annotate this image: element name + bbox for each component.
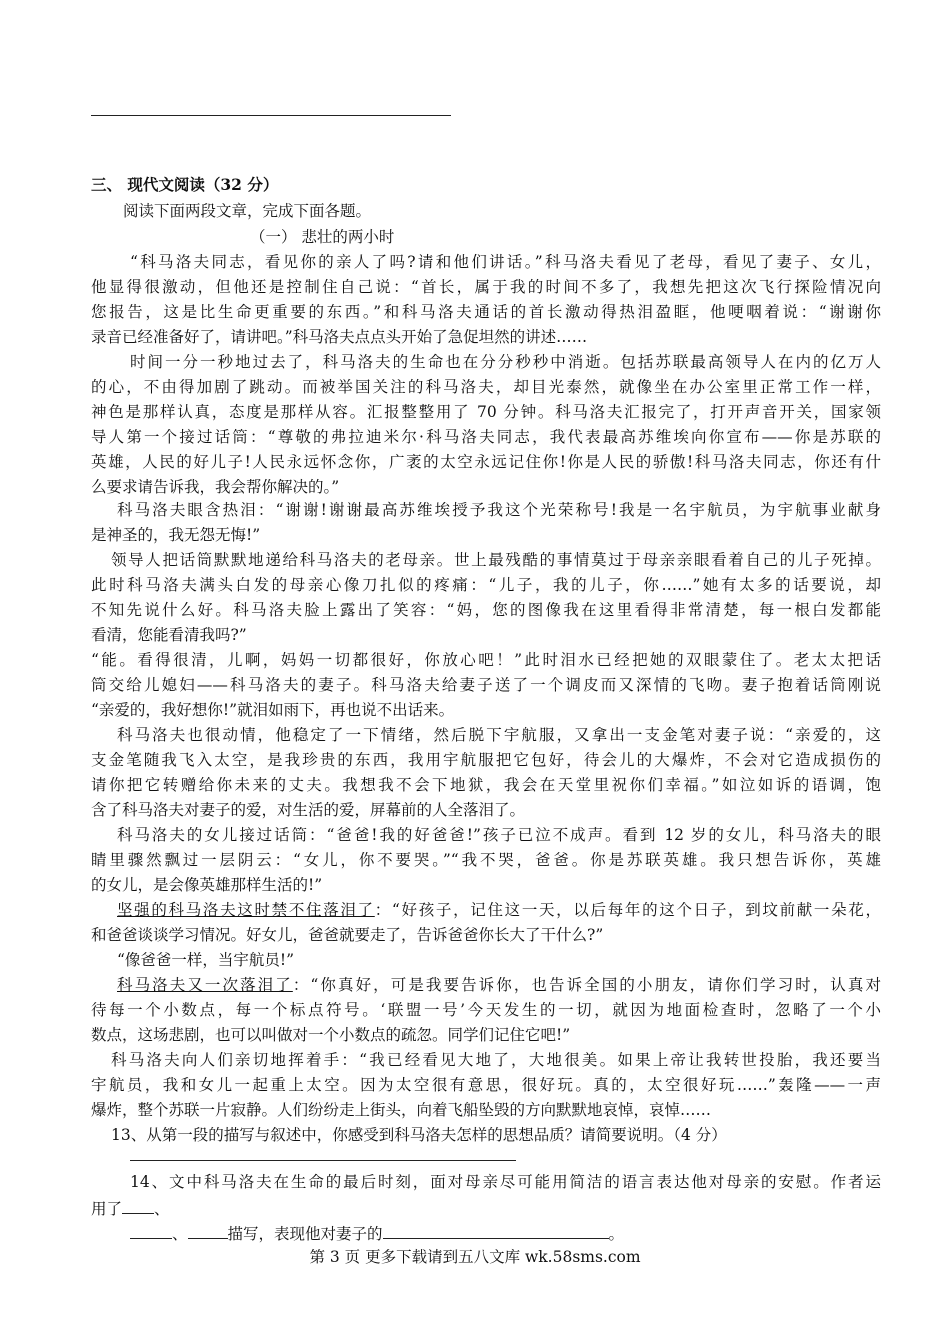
answer-blank[interactable] <box>188 1222 228 1239</box>
text-line: 您报告，这是比生命更重要的东西。”和科马洛夫通话的首长激动得热泪盈眶，他哽咽着说：“谢谢你 <box>91 303 881 321</box>
text-span: 、 <box>172 1225 188 1243</box>
text-line: 录音已经准备好了，请讲吧。”科马洛夫点点头开始了急促坦然的讲述…… <box>91 328 588 346</box>
text-line: 他显得很激动，但他还是控制住自己说：“首长，属于我的时间不多了，我想先把这次飞行探险情况向 <box>91 278 881 296</box>
text-line: 宇航员，我和女儿一起重上太空。因为太空很有意思，很好玩。真的，太空很好玩……”轰隆——一声 <box>91 1076 881 1094</box>
text-line: 爆炸，整个苏联一片寂静。人们纷纷走上街头，向着飞船坠毁的方向默默地哀悼，哀悼…… <box>91 1101 712 1119</box>
text-line: 待每一个小数点，每一个标点符号。‘联盟一号’今天发生的一切，就因为地面检查时，忽略了一个小 <box>91 1001 881 1019</box>
text-line: 神色是那样认真，态度是那样从容。汇报整整用了 70 分钟。科马洛夫汇报完了，打开声音开关，国家领 <box>91 403 881 421</box>
section-heading: 三、 现代文阅读（32 分） <box>91 175 279 194</box>
text-line: 的心，不由得加剧了跳动。而被举国关注的科马洛夫，却目光泰然，就像坐在办公室里正常工作一样， <box>91 378 881 396</box>
question-13: 13、从第一段的描写与叙述中，你感受到科马洛夫怎样的思想品质？请简要说明。（4 分） <box>111 1126 727 1144</box>
text-span: ：“好孩子，记住这一天，以后每年的这个日子，到坟前献一朵花， <box>374 901 881 919</box>
text-line: 么要求请告诉我，我会帮你解决的。” <box>91 478 340 496</box>
top-answer-line <box>91 115 451 116</box>
text-line <box>130 1222 881 1244</box>
text-line: “像爸爸一样，当宇航员!” <box>117 951 295 969</box>
text-line: 时间一分一秒地过去了，科马洛夫的生命也在分分秒秒中消逝。包括苏联最高领导人在内的亿万人 <box>130 353 881 371</box>
page-footer: 第 3 页 更多下载请到五八文库 wk.58sms.com <box>309 1248 641 1266</box>
text-line: 是神圣的，我无怨无悔!” <box>91 526 261 544</box>
text-line <box>117 900 881 920</box>
underlined-phrase: 坚强的科马洛夫这时禁不住落泪了 <box>117 901 375 919</box>
text-line: 睛里骤然飘过一层阴云：“女儿，你不要哭。”“我不哭，爸爸。你是苏联英雄。我只想告诉你，英雄 <box>91 851 881 869</box>
text-line <box>91 1197 881 1219</box>
text-line: “能。看得很清，儿啊，妈妈一切都很好，你放心吧！”此时泪水已经把她的双眼蒙住了。老太太把话 <box>91 651 881 669</box>
text-line: “科马洛夫同志，看见你的亲人了吗?请和他们讲话。”科马洛夫看见了老母，看见了妻子、女儿， <box>130 253 881 271</box>
text-span: ：“你真好，可是我要告诉你，也告诉全国的小朋友，请你们学习时，认真对 <box>292 976 881 994</box>
text-line: 看清，您能看清我吗?” <box>91 626 247 644</box>
text-line: 数点，这场悲剧，也可以叫做对一个小数点的疏忽。同学们记住它吧!” <box>91 1026 571 1044</box>
text-line: 和爸爸谈谈学习情况。好女儿，爸爸就要走了，告诉爸爸你长大了干什么?” <box>91 926 604 944</box>
text-span: 。 <box>608 1225 625 1243</box>
text-line: 请你把它转赠给你未来的丈夫。我想我不会下地狱，我会在天堂里祝你们幸福。”如泣如诉的语调，饱 <box>91 776 881 794</box>
text-line: 英雄，人民的好儿子!人民永远怀念你，广袤的太空永远记住你!你是人民的骄傲!科马洛夫同志，你还有什 <box>91 453 881 471</box>
text-line: 的女儿，是会像英雄那样生活的!” <box>91 876 323 894</box>
text-line: 科马洛夫也很动情，他稳定了一下情绪，然后脱下宇航服，又拿出一支金笔对妻子说：“亲爱的，这 <box>117 726 881 744</box>
answer-line-13[interactable] <box>130 1160 516 1161</box>
text-line: 领导人把话筒默默地递给科马洛夫的老母亲。世上最残酷的事情莫过于母亲亲眼看着自己的儿子死掉。 <box>111 551 881 569</box>
underlined-phrase: 科马洛夫又一次落泪了 <box>117 976 293 994</box>
answer-blank[interactable] <box>383 1222 609 1239</box>
question-14: 14、文中科马洛夫在生命的最后时刻，面对母亲尽可能用简洁的语言表达他对母亲的安慰。作者运 <box>130 1173 881 1191</box>
text-line <box>117 975 881 995</box>
text-line: 筒交给儿媳妇——科马洛夫的妻子。科马洛夫给妻子送了一个调皮而又深情的飞吻。妻子抱着话筒刚说 <box>91 676 881 694</box>
text-line: 含了科马洛夫对妻子的爱，对生活的爱，屏幕前的人全落泪了。 <box>91 801 526 819</box>
text-line: 科马洛夫眼含热泪：“谢谢!谢谢最高苏维埃授予我这个光荣称号!我是一名宇航员，为宇航事业献身 <box>117 501 881 519</box>
reading-instruction: 阅读下面两段文章，完成下面各题。 <box>123 202 372 220</box>
answer-blank[interactable] <box>122 1197 154 1214</box>
article-title: （一） 悲壮的两小时 <box>250 228 395 246</box>
text-span: 、 <box>154 1200 170 1218</box>
text-line: 此时科马洛夫满头白发的母亲心像刀扎似的疼痛：“儿子，我的儿子，你……”她有太多的话要说，却 <box>91 576 881 594</box>
text-line: “亲爱的，我好想你!”就泪如雨下，再也说不出话来。 <box>91 701 455 719</box>
answer-blank[interactable] <box>130 1222 172 1239</box>
text-span: 描写，表现他对妻子的 <box>227 1225 383 1243</box>
text-line: 科马洛夫的女儿接过话筒：“爸爸!我的好爸爸!”孩子已泣不成声。看到 12 岁的女儿，科马洛夫的眼 <box>117 826 881 844</box>
text-line: 科马洛夫向人们亲切地挥着手：“我已经看见大地了，大地很美。如果上帝让我转世投胎，我还要当 <box>111 1051 881 1069</box>
text-line: 导人第一个接过话筒：“尊敬的弗拉迪米尔·科马洛夫同志，我代表最高苏维埃向你宣布——你是苏联的 <box>91 428 881 446</box>
text-line: 不知先说什么好。科马洛夫脸上露出了笑容：“妈，您的图像我在这里看得非常清楚，每一根白发都能 <box>91 601 881 619</box>
text-line: 支金笔随我飞入太空，是我珍贵的东西，我用宇航服把它包好，待会儿的大爆炸，不会对它造成损伤的 <box>91 751 881 769</box>
text-span: 用了 <box>91 1200 123 1218</box>
